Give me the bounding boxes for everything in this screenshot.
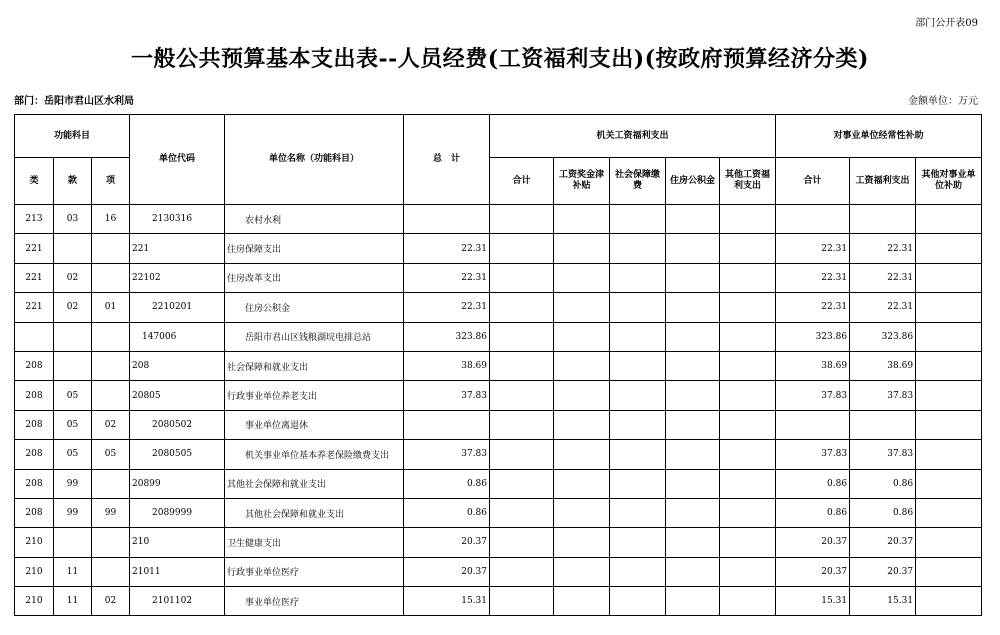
inst-wage-cell [850,205,916,234]
xiang-cell: 01 [92,293,130,322]
total-cell: 37.83 [404,440,490,469]
agency-housing-cell [666,410,720,439]
agency-subtotal-cell [490,498,554,527]
agency-housing-cell [666,351,720,380]
agency-other-cell [720,440,776,469]
total-cell: 38.69 [404,351,490,380]
kuan-cell: 02 [54,293,92,322]
total-cell [404,205,490,234]
agency-housing-cell [666,469,720,498]
kuan-cell [54,351,92,380]
inst-subtotal-cell [776,205,850,234]
agency-other-cell [720,234,776,263]
inst-wage-cell: 22.31 [850,293,916,322]
agency-subtotal-cell [490,528,554,557]
unit-code-cell: 147006 [130,322,225,351]
inst-subtotal-cell: 37.83 [776,381,850,410]
unit-code-cell: 2080505 [130,440,225,469]
xiang-header: 项 [92,158,130,205]
xiang-cell: 99 [92,498,130,527]
page-title: 一般公共预算基本支出表--人员经费(工资福利支出)(按政府预算经济分类) [131,46,869,72]
lei-cell [15,322,54,351]
xiang-cell [92,322,130,351]
lei-cell: 208 [15,469,54,498]
inst-group-header: 对事业单位经常性补助 [776,115,982,158]
inst-wage-cell: 22.31 [850,263,916,292]
agency-bonus-cell [554,351,610,380]
lei-cell: 208 [15,351,54,380]
agency-social-cell [610,234,666,263]
unit-code-cell: 2210201 [130,293,225,322]
table-row [15,351,982,380]
unit-name-cell: 住房改革支出 [225,263,404,292]
unit-name-cell: 社会保障和就业支出 [225,351,404,380]
unit-name-cell: 其他社会保障和就业支出 [225,469,404,498]
inst-subtotal-cell: 323.86 [776,322,850,351]
inst-other-cell [916,381,982,410]
lei-cell: 221 [15,293,54,322]
inst-other-cell [916,322,982,351]
xiang-cell [92,263,130,292]
xiang-cell [92,469,130,498]
agency-housing-cell [666,528,720,557]
unit-name-cell: 其他社会保障和就业支出 [225,498,404,527]
agency-other-header: 其他工资福利支出 [720,158,776,205]
kuan-cell: 05 [54,410,92,439]
agency-subtotal-cell [490,440,554,469]
agency-bonus-cell [554,528,610,557]
inst-subtotal-cell: 20.37 [776,557,850,586]
xiang-cell [92,351,130,380]
agency-subtotal-cell [490,469,554,498]
table-row [15,498,982,527]
inst-other-cell [916,205,982,234]
total-cell: 37.83 [404,381,490,410]
agency-social-cell [610,587,666,616]
unit-name-cell: 行政事业单位医疗 [225,557,404,586]
inst-other-cell [916,498,982,527]
agency-social-cell [610,410,666,439]
agency-other-cell [720,557,776,586]
unit-code-cell: 21011 [130,557,225,586]
inst-subtotal-header: 合计 [776,158,850,205]
unit-name-cell: 住房保障支出 [225,234,404,263]
agency-other-cell [720,205,776,234]
budget-table [14,114,982,616]
unit-name-cell: 岳阳市君山区钱粮湖垸电排总站 [225,322,404,351]
agency-social-cell [610,498,666,527]
inst-other-cell [916,410,982,439]
table-row [15,263,982,292]
agency-housing-cell [666,234,720,263]
unit-name-cell: 机关事业单位基本养老保险缴费支出 [225,440,404,469]
lei-cell: 208 [15,440,54,469]
lei-header: 类 [15,158,54,205]
total-cell: 323.86 [404,322,490,351]
agency-bonus-cell [554,557,610,586]
kuan-cell: 05 [54,381,92,410]
table-row [15,234,982,263]
table-row [15,528,982,557]
agency-subtotal-cell [490,205,554,234]
agency-subtotal-cell [490,410,554,439]
inst-other-cell [916,293,982,322]
agency-subtotal-cell [490,557,554,586]
agency-housing-cell [666,440,720,469]
inst-subtotal-cell: 0.86 [776,469,850,498]
table-row [15,293,982,322]
table-row [15,322,982,351]
agency-housing-header: 住房公积金 [666,158,720,205]
agency-social-cell [610,528,666,557]
table-row [15,205,982,234]
xiang-cell: 05 [92,440,130,469]
agency-other-cell [720,498,776,527]
agency-subtotal-cell [490,322,554,351]
agency-bonus-cell [554,381,610,410]
inst-subtotal-cell: 15.31 [776,587,850,616]
inst-other-cell [916,587,982,616]
agency-housing-cell [666,557,720,586]
unit-name-header: 单位名称（功能科目） [225,115,404,205]
agency-housing-cell [666,498,720,527]
total-cell: 0.86 [404,498,490,527]
kuan-cell: 02 [54,263,92,292]
inst-other-cell [916,263,982,292]
table-row [15,381,982,410]
xiang-cell [92,528,130,557]
lei-cell: 208 [15,381,54,410]
inst-subtotal-cell [776,410,850,439]
inst-subtotal-cell: 22.31 [776,263,850,292]
inst-wage-header: 工资福利支出 [850,158,916,205]
inst-other-cell [916,234,982,263]
agency-social-header: 社会保障缴费 [610,158,666,205]
total-cell: 0.86 [404,469,490,498]
inst-subtotal-cell: 22.31 [776,234,850,263]
department-label: 部门：岳阳市君山区水利局 [14,96,134,107]
inst-other-header: 其他对事业单位补助 [916,158,982,205]
inst-wage-cell: 37.83 [850,440,916,469]
agency-bonus-cell [554,322,610,351]
agency-bonus-cell [554,498,610,527]
unit-code-cell: 2080502 [130,410,225,439]
unit-code-cell: 2101102 [130,587,225,616]
agency-subtotal-header: 合计 [490,158,554,205]
agency-bonus-cell [554,469,610,498]
agency-other-cell [720,469,776,498]
inst-other-cell [916,469,982,498]
xiang-cell: 02 [92,587,130,616]
inst-subtotal-cell: 38.69 [776,351,850,380]
inst-wage-cell: 15.31 [850,587,916,616]
agency-bonus-header: 工资奖金津补贴 [554,158,610,205]
kuan-cell: 03 [54,205,92,234]
agency-subtotal-cell [490,587,554,616]
agency-bonus-cell [554,293,610,322]
inst-other-cell [916,528,982,557]
unit-code-header: 单位代码 [130,115,225,205]
kuan-cell: 11 [54,587,92,616]
agency-subtotal-cell [490,293,554,322]
unit-name-cell: 农村水利 [225,205,404,234]
agency-other-cell [720,293,776,322]
kuan-cell [54,322,92,351]
unit-name-cell: 住房公积金 [225,293,404,322]
kuan-cell: 05 [54,440,92,469]
agency-bonus-cell [554,587,610,616]
lei-cell: 208 [15,410,54,439]
inst-other-cell [916,557,982,586]
inst-subtotal-cell: 0.86 [776,498,850,527]
inst-wage-cell: 20.37 [850,528,916,557]
total-cell: 20.37 [404,528,490,557]
inst-wage-cell: 0.86 [850,498,916,527]
inst-wage-cell: 20.37 [850,557,916,586]
table-row [15,469,982,498]
agency-social-cell [610,469,666,498]
agency-social-cell [610,557,666,586]
agency-other-cell [720,322,776,351]
inst-wage-cell [850,410,916,439]
lei-cell: 208 [15,498,54,527]
func-subject-header: 功能科目 [15,115,130,158]
xiang-cell: 02 [92,410,130,439]
lei-cell: 221 [15,234,54,263]
inst-subtotal-cell: 20.37 [776,528,850,557]
kuan-cell: 99 [54,498,92,527]
agency-subtotal-cell [490,351,554,380]
agency-other-cell [720,410,776,439]
unit-code-cell: 210 [130,528,225,557]
inst-other-cell [916,351,982,380]
xiang-cell [92,234,130,263]
xiang-cell: 16 [92,205,130,234]
agency-social-cell [610,322,666,351]
agency-housing-cell [666,381,720,410]
unit-code-cell: 221 [130,234,225,263]
agency-bonus-cell [554,440,610,469]
table-row [15,440,982,469]
agency-other-cell [720,587,776,616]
total-header: 总 计 [404,115,490,205]
xiang-cell [92,381,130,410]
agency-social-cell [610,263,666,292]
inst-wage-cell: 0.86 [850,469,916,498]
inst-subtotal-cell: 22.31 [776,293,850,322]
agency-bonus-cell [554,263,610,292]
inst-wage-cell: 37.83 [850,381,916,410]
unit-name-cell: 事业单位医疗 [225,587,404,616]
agency-subtotal-cell [490,263,554,292]
unit-code-cell: 22102 [130,263,225,292]
agency-subtotal-cell [490,381,554,410]
agency-social-cell [610,205,666,234]
agency-housing-cell [666,587,720,616]
agency-housing-cell [666,205,720,234]
kuan-cell [54,528,92,557]
agency-social-cell [610,440,666,469]
total-cell [404,410,490,439]
agency-social-cell [610,351,666,380]
table-row [15,410,982,439]
agency-group-header: 机关工资福利支出 [490,115,776,158]
lei-cell: 210 [15,557,54,586]
agency-social-cell [610,293,666,322]
inst-wage-cell: 22.31 [850,234,916,263]
inst-other-cell [916,440,982,469]
kuan-header: 款 [54,158,92,205]
table-row [15,587,982,616]
unit-code-cell: 20805 [130,381,225,410]
agency-housing-cell [666,263,720,292]
agency-social-cell [610,381,666,410]
agency-bonus-cell [554,234,610,263]
agency-subtotal-cell [490,234,554,263]
agency-housing-cell [666,293,720,322]
unit-code-cell: 20899 [130,469,225,498]
total-cell: 15.31 [404,587,490,616]
lei-cell: 221 [15,263,54,292]
unit-name-cell: 行政事业单位养老支出 [225,381,404,410]
inst-wage-cell: 38.69 [850,351,916,380]
agency-other-cell [720,351,776,380]
unit-name-cell: 事业单位离退休 [225,410,404,439]
lei-cell: 210 [15,587,54,616]
form-number: 部门公开表09 [915,18,978,29]
table-row [15,557,982,586]
agency-bonus-cell [554,410,610,439]
lei-cell: 210 [15,528,54,557]
kuan-cell [54,234,92,263]
unit-code-cell: 2130316 [130,205,225,234]
total-cell: 22.31 [404,234,490,263]
inst-subtotal-cell: 37.83 [776,440,850,469]
kuan-cell: 11 [54,557,92,586]
unit-name-cell: 卫生健康支出 [225,528,404,557]
amount-unit-label: 金额单位：万元 [908,96,978,107]
unit-code-cell: 208 [130,351,225,380]
agency-other-cell [720,263,776,292]
agency-bonus-cell [554,205,610,234]
agency-other-cell [720,528,776,557]
total-cell: 22.31 [404,263,490,292]
total-cell: 22.31 [404,293,490,322]
inst-wage-cell: 323.86 [850,322,916,351]
agency-other-cell [720,381,776,410]
agency-housing-cell [666,322,720,351]
lei-cell: 213 [15,205,54,234]
kuan-cell: 99 [54,469,92,498]
total-cell: 20.37 [404,557,490,586]
unit-code-cell: 2089999 [130,498,225,527]
xiang-cell [92,557,130,586]
